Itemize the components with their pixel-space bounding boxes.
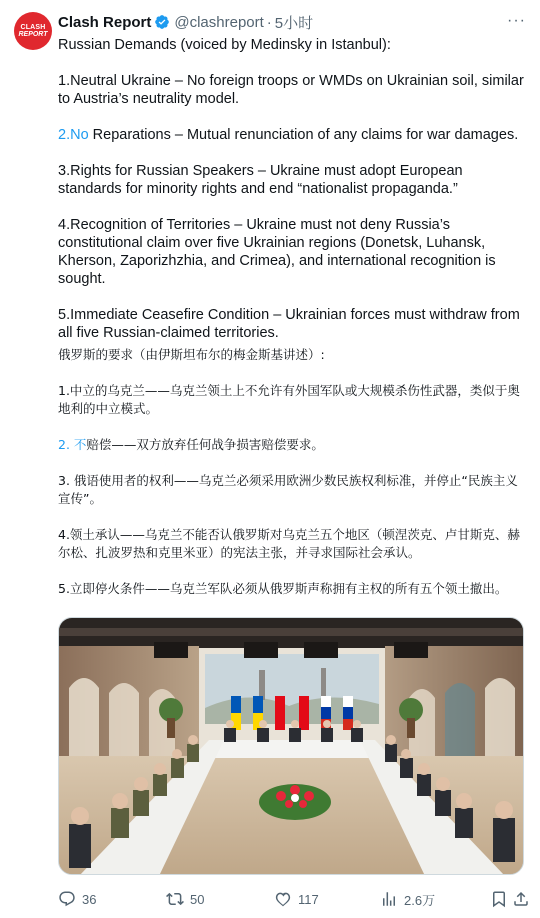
retweet-count: 50	[190, 891, 205, 907]
bookmark-icon	[490, 890, 508, 908]
more-icon[interactable]: ···	[507, 12, 526, 29]
link-2no[interactable]: 2.No	[58, 127, 89, 143]
avatar-line2: REPORT	[18, 31, 48, 38]
bookmark-button[interactable]	[490, 890, 512, 908]
link-cn-2[interactable]: 2. 不	[58, 437, 87, 452]
tweet-time[interactable]: 5小时	[274, 14, 314, 32]
cn-point-2-text: 赔偿——双方放弃任何战争损害赔偿要求。	[86, 437, 324, 452]
views-chart-icon	[380, 890, 398, 908]
author-handle[interactable]: @clashreport	[174, 13, 264, 31]
reply-count: 36	[82, 891, 97, 907]
separator-dot: ·	[266, 13, 272, 31]
reply-icon	[58, 890, 76, 908]
retweet-icon	[166, 890, 184, 908]
tweet-header	[58, 12, 526, 32]
en-point-2-text: Reparations – Mutual renunciation of any claims for war damages.	[88, 127, 519, 143]
en-point-5: 5.Immediate Ceasefire Condition – Ukrainian forces must withdraw from all five Russian-claimed territories.	[58, 307, 520, 341]
avatar[interactable]	[14, 12, 52, 50]
meeting-photo-illustration	[59, 618, 524, 875]
cn-point-1: 1.中立的乌克兰——乌克兰领土上不允许有外国军队或大规模杀伤性武器，类似于奥地利的中立模式。	[58, 383, 520, 416]
en-point-2	[58, 126, 530, 144]
heart-icon	[274, 890, 292, 908]
retweet-button[interactable]	[166, 890, 274, 908]
views-count: 2.6万	[404, 892, 436, 908]
tweet-photo[interactable]	[58, 617, 524, 875]
en-point-1: 1.Neutral Ukraine – No foreign troops or WMDs on Ukrainian soil, similar to Austria’s neutrality model.	[58, 73, 524, 107]
cn-point-2	[58, 436, 530, 454]
verified-badge-icon	[154, 14, 170, 30]
cn-title: 俄罗斯的要求（由伊斯坦布尔的梅金斯基讲述）:	[58, 347, 325, 362]
cn-point-5: 5.立即停火条件——乌克兰军队必须从俄罗斯声称拥有主权的所有五个领土撤出。	[58, 581, 508, 596]
views-button[interactable]	[380, 890, 490, 909]
share-button[interactable]	[512, 890, 530, 908]
like-button[interactable]	[274, 890, 380, 908]
en-point-4: 4.Recognition of Territories – Ukraine must not deny Russia’s constitutional claim over five Ukrainian regions (Donetsk, Luhansk, Kherson, Zaporizhzhia, and Crimea), and international recognition is sought.	[58, 217, 496, 287]
en-title: Russian Demands (voiced by Medinsky in Istanbul):	[58, 37, 391, 53]
cn-point-4: 4.领土承认——乌克兰不能否认俄罗斯对乌克兰五个地区（顿涅茨克、卢甘斯克、赫尔松、扎波罗热和克里米亚）的宪法主张，并寻求国际社会承认。	[58, 527, 520, 560]
en-point-3: 3.Rights for Russian Speakers – Ukraine must adopt European standards for minority rights and end “nationalist propaganda.”	[58, 163, 463, 197]
share-icon	[512, 890, 530, 908]
author-name[interactable]: Clash Report	[58, 13, 152, 31]
avatar-line1: CLASH	[20, 24, 46, 31]
tweet-text	[58, 36, 530, 598]
reply-button[interactable]	[58, 890, 166, 908]
like-count: 117	[298, 891, 319, 907]
cn-point-3: 3. 俄语使用者的权利——乌克兰必须采用欧洲少数民族权利标准，并停止“民族主义宣传”。	[58, 473, 518, 506]
tweet-actions	[58, 888, 530, 910]
